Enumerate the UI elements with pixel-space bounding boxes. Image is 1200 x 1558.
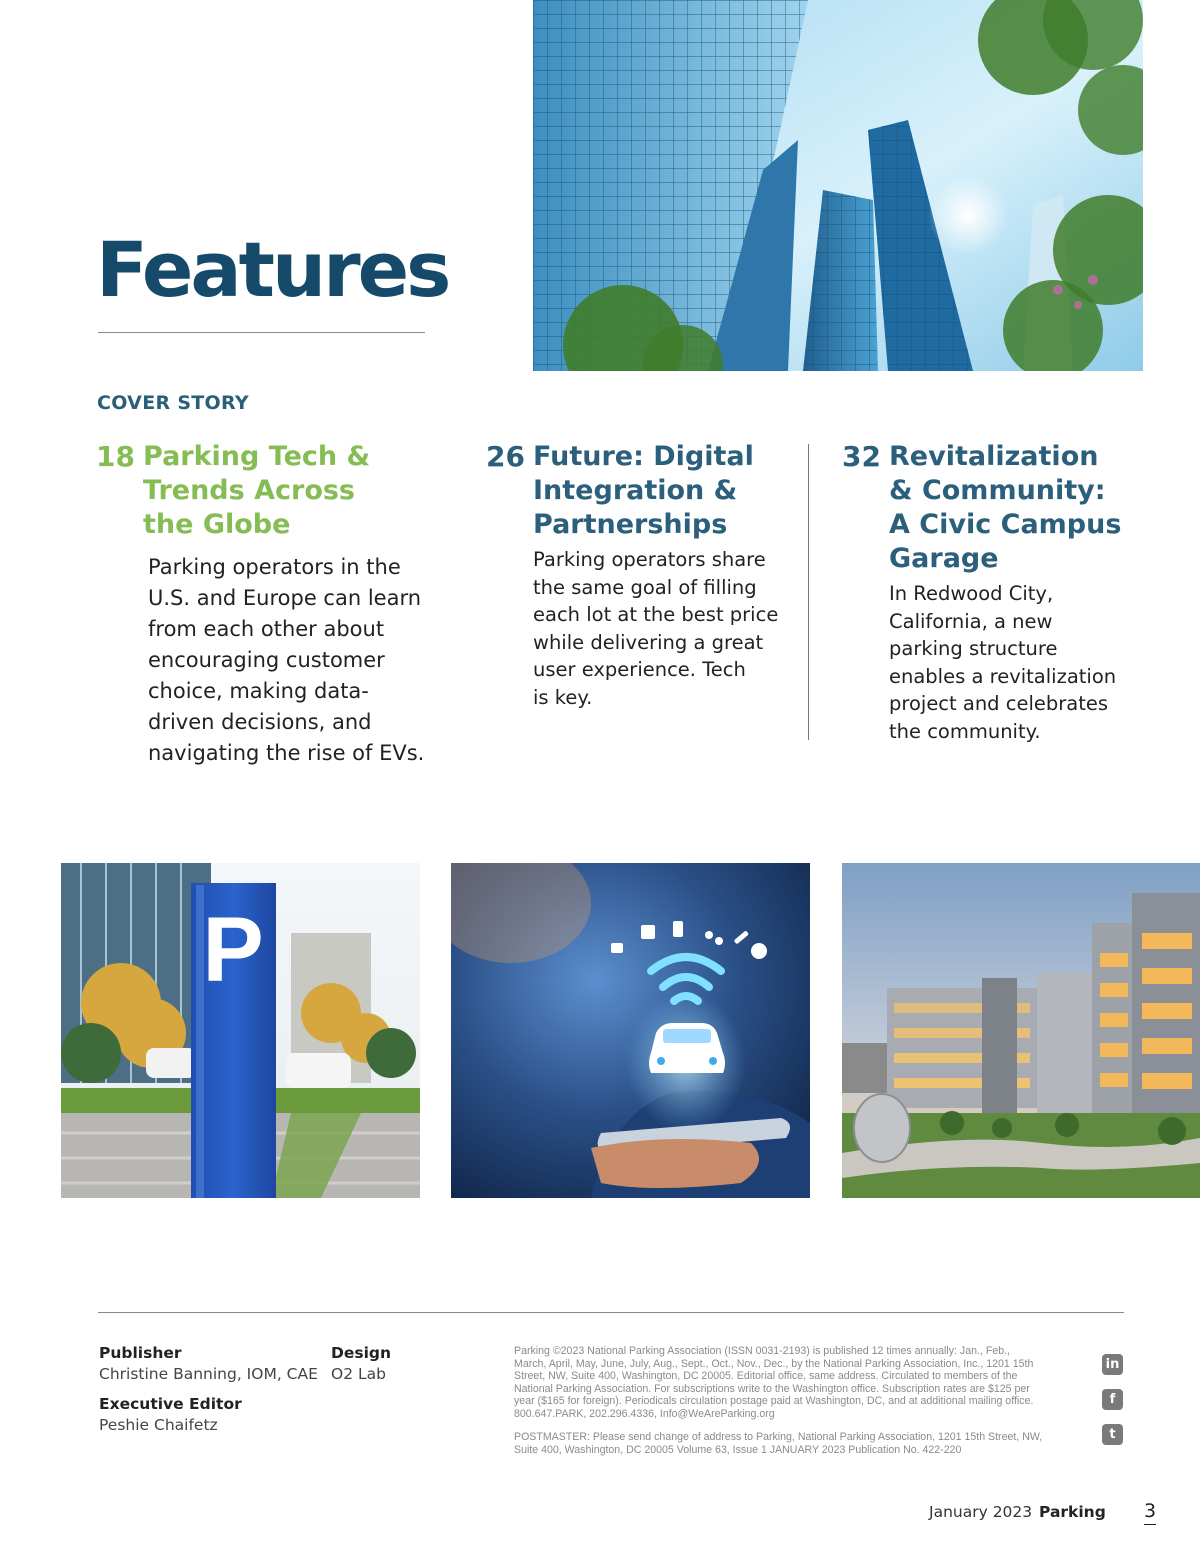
title-divider (98, 332, 425, 333)
feature-page-number: 26 (486, 440, 525, 473)
magazine-name: Parking (1039, 1503, 1106, 1521)
section-label-cover-story: COVER STORY (97, 392, 249, 414)
parking-sign-letter: P (202, 899, 264, 1001)
tumblr-icon[interactable]: t (1102, 1424, 1123, 1445)
feature-summary: Parking operators share the same goal of filling each lot at the best price while delivering a great user experience. Tech is key. (533, 548, 779, 709)
feature-heading: Parking Tech & Trends Across the Globe (143, 441, 371, 540)
skyscrapers-photo (533, 0, 1143, 371)
design-label: Design (331, 1344, 392, 1362)
executive-editor-name: Peshie Chaifetz (99, 1416, 218, 1434)
feature-page-number: 18 (96, 440, 135, 473)
publication-statement: Parking ©2023 National Parking Association (ISSN 0031-2193) is published 12 times annually: Jan., Feb., March, April, May, June, July, Aug., Sept., Oct., Nov., Dec., by the National Parking Association, Inc., 1201 15th Street, NW, Suite 400, Washington, DC 20005. Editorial office, same address. Circulated to members of the National Parking Association. For subscriptions write to the Washington office. Subscription rates are $125 per year ($165 for foreign). Periodicals circulation postage paid at Washington, DC, and at additional mailing office. 800.647.PARK, 202.296.4336, Info@WeAreParking.org (514, 1345, 1034, 1420)
postmaster-notice: POSTMASTER: Please send change of address to Parking, National Parking Association, 1201 15th Street, NW, Suite 400, Washington, DC 20005 Volume 63, Issue 1 JANUARY 2023 Publication No. 422-220 (514, 1431, 1043, 1456)
page-number: 3 (1144, 1500, 1156, 1525)
feature-heading: Revitalization & Community: A Civic Campus Garage (889, 441, 1122, 574)
feature-heading: Future: Digital Integration & Partnerships (533, 441, 754, 540)
feature-page-number: 32 (842, 440, 881, 473)
linkedin-icon[interactable]: in (1102, 1354, 1123, 1375)
design-name: O2 Lab (331, 1365, 386, 1383)
feature-summary: In Redwood City, California, a new parking structure enables a revitalization project and celebrates the community. (889, 582, 1117, 743)
feature-summary: Parking operators in the U.S. and Europe can learn from each other about encouraging customer choice, making data- driven decisions, and navigating the rise of EVs. (148, 555, 425, 765)
publisher-name: Christine Banning, IOM, CAE (99, 1365, 318, 1383)
page-title: Features (96, 225, 449, 314)
column-divider (808, 444, 809, 740)
parking-sign-photo (61, 863, 420, 1198)
facebook-icon[interactable]: f (1102, 1389, 1123, 1410)
civic-campus-garage-photo (842, 863, 1200, 1198)
footer-divider (98, 1312, 1124, 1313)
publisher-label: Publisher (99, 1344, 182, 1362)
smartphone-connected-car-photo (451, 863, 810, 1198)
executive-editor-label: Executive Editor (99, 1395, 242, 1413)
issue-date: January 2023 (929, 1503, 1033, 1521)
